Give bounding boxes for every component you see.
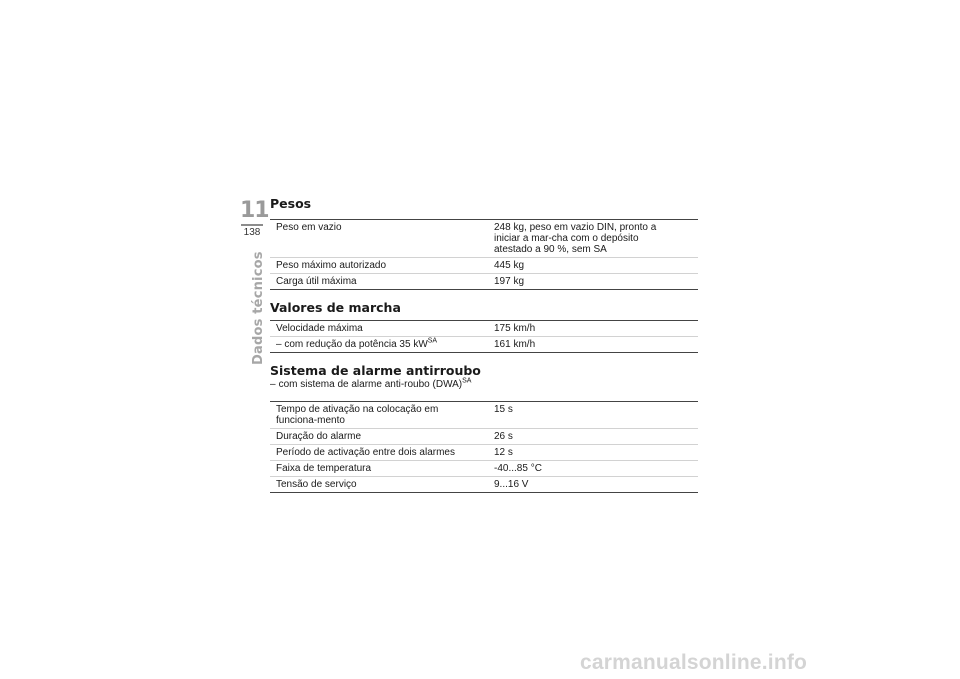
row-value: 161 km/h [494,339,536,350]
row-value: 12 s [494,447,513,458]
section-title-pesos: Pesos [270,196,312,211]
row-label-text: com redução da potência 35 kW [284,339,428,350]
row-label: Tensão de serviço [276,479,357,490]
row-value: 9...16 V [494,479,529,490]
chapter-number: 11 [240,198,269,223]
dash: – [270,379,276,390]
note-text: com sistema de alarme anti-roubo (DWA) [278,379,463,390]
table-row [270,428,698,444]
section-title-alarme: Sistema de alarme antirroubo [270,363,481,378]
row-label: Peso em vazio [276,222,342,233]
page-number: 138 [243,227,261,238]
table-alarme [270,401,698,493]
watermark-text: carmanualsonline.info [580,651,808,674]
section-title-marcha: Valores de marcha [270,300,401,315]
row-label: Tempo de ativação na colocação em funciona-mento [276,404,439,426]
row-value: 197 kg [494,276,525,287]
row-label: Faixa de temperatura [276,463,372,474]
table-row [270,336,698,352]
sa-superscript: SA [462,377,472,385]
table-pesos [270,219,698,290]
row-label: Peso máximo autorizado [276,260,387,271]
row-label: Carga útil máxima [276,276,357,287]
table-row [270,402,698,428]
dash: – [276,339,282,350]
row-label: Período de activação entre dois alarmes [276,447,455,458]
alarm-note [270,379,698,390]
table-marcha [270,320,698,353]
row-value: 15 s [494,404,513,415]
row-value: 445 kg [494,260,525,271]
table-row [270,273,698,289]
row-label: Velocidade máxima [276,323,363,334]
chapter-divider [241,224,263,226]
content [270,196,698,493]
table-row [270,321,698,336]
row-label: Duração do alarme [276,431,362,442]
row-label [270,337,488,352]
table-row [270,476,698,492]
table-row [270,257,698,273]
row-value: -40...85 °C [494,463,542,474]
table-row [270,220,698,257]
table-row [270,460,698,476]
row-value: 26 s [494,431,513,442]
row-value: 248 kg, peso em vazio DIN, pronto a iniciar a mar-cha com o depósito atestado a 90 %, sem SA [494,222,657,255]
row-value: 175 km/h [494,323,536,334]
sa-superscript: SA [427,337,438,345]
chapter-side-title: Dados técnicos [251,251,266,365]
table-row [270,444,698,460]
